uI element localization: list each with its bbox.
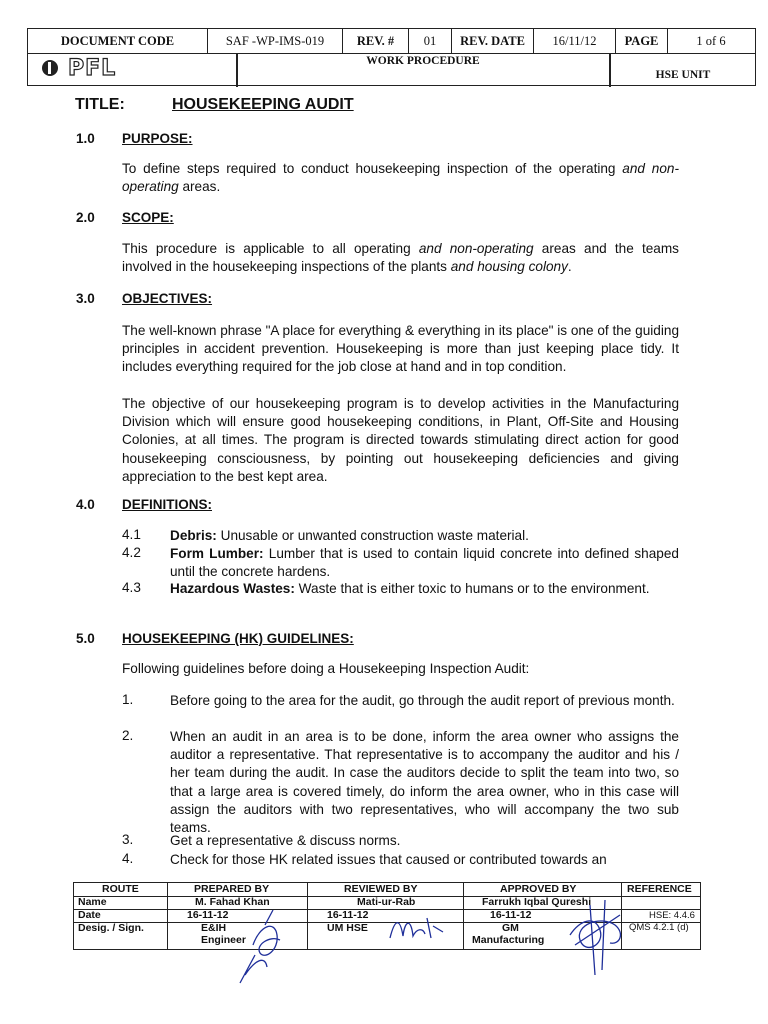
desig-label: Desig. / Sign. — [78, 922, 144, 934]
reviewed-desig: UM HSE — [327, 922, 368, 934]
header-row — [28, 29, 755, 54]
reference-1: HSE: 4.4.6 — [649, 910, 695, 921]
rev-label: REV. # — [343, 29, 409, 53]
list-item-number: 3. — [122, 832, 134, 847]
approved-date: 16-11-12 — [490, 909, 532, 921]
definition-number: 4.2 — [122, 545, 141, 560]
section-heading-purpose: PURPOSE: — [122, 131, 193, 146]
prepared-name: M. Fahad Khan — [195, 896, 270, 908]
section-heading-guidelines: HOUSEKEEPING (HK) GUIDELINES: — [122, 631, 354, 646]
scope-paragraph: This procedure is applicable to all operating and non-operating areas and the teams involved in the housekeeping inspections of the plants and housing colony. — [122, 241, 679, 275]
section-number: 5.0 — [76, 631, 95, 646]
section-heading-scope: SCOPE: — [122, 210, 174, 225]
document-header — [27, 28, 756, 86]
approved-desig: GM — [502, 922, 519, 934]
prepared-date: 16-11-12 — [187, 909, 229, 921]
reviewed-name: Mati-ur-Rab — [357, 896, 416, 908]
section-heading-objectives: OBJECTIVES: — [122, 291, 213, 306]
approved-by-header: APPROVED BY — [500, 883, 577, 895]
approved-signature — [560, 885, 640, 985]
date-label: Date — [78, 909, 101, 921]
guidelines-intro: Following guidelines before doing a Housekeeping Inspection Audit: — [122, 661, 530, 676]
section-heading-definitions: DEFINITIONS: — [122, 497, 212, 512]
reference-header: REFERENCE — [627, 883, 692, 895]
unit-name: HSE UNIT — [655, 69, 711, 81]
list-item-number: 4. — [122, 851, 134, 866]
rev-date-label: REV. DATE — [452, 29, 534, 53]
prepared-desig: E&IH — [201, 922, 227, 934]
document-code-label: DOCUMENT CODE — [28, 29, 208, 53]
prepared-signature — [225, 905, 305, 985]
approved-name: Farrukh Iqbal Qureshi — [482, 896, 592, 908]
title-label: TITLE: — [75, 96, 125, 113]
definition-number: 4.1 — [122, 527, 141, 542]
reference-2: QMS 4.2.1 (d) — [629, 922, 689, 933]
section-number: 3.0 — [76, 291, 95, 306]
approved-desig-2: Manufacturing — [472, 934, 545, 946]
page-label: PAGE — [616, 29, 668, 53]
objectives-paragraph-1: The well-known phrase "A place for everything & everything in its place" is one of the guiding principles in accident prevention. Housekeeping is more than just keeping place tidy. It includes everything required for the job close at hand and in top condition. — [122, 323, 679, 375]
list-item: Check for those HK related issues that caused or contributed towards an — [170, 852, 607, 867]
document-title: HOUSEKEEPING AUDIT — [172, 96, 354, 113]
list-item-number: 2. — [122, 728, 134, 743]
objectives-paragraph-2: The objective of our housekeeping program is to develop activities in the Manufacturing Division which will ensure good housekeeping conditions, in Plant, Off-Site and Housing Colonies, at all times. The program is directed towards stimulating direct action for good housekeeping consciousness, by pointing out housekeeping deficiencies and giving appreciation to the best kept area. — [122, 396, 679, 484]
page-value: 1 of 6 — [696, 34, 726, 48]
document-code-value: SAF -WP-IMS-019 — [208, 29, 343, 53]
list-item: When an audit in an area is to be done, inform the area owner who assigns the auditor a representative. That representative is to accompany the auditor and his / her team during the audit. In case the auditors decide to split the team into two, so that a large area is covered timely, do inform the area owner, who in this case will assign the auditors with two representatives, who will accompany the two sub teams. — [170, 729, 679, 836]
purpose-paragraph: To define steps required to conduct housekeeping inspection of the operating and non-operating areas. — [122, 161, 679, 195]
rev-date-value: 16/11/12 — [534, 29, 616, 53]
section-number: 1.0 — [76, 131, 95, 146]
list-item-number: 1. — [122, 692, 134, 707]
section-number: 2.0 — [76, 210, 95, 225]
section-number: 4.0 — [76, 497, 95, 512]
reviewed-date: 16-11-12 — [327, 909, 369, 921]
prepared-desig-2: Engineer — [201, 934, 246, 946]
route-header: ROUTE — [102, 883, 139, 895]
company-logo-icon — [42, 60, 58, 76]
company-logo: PFL — [68, 56, 117, 81]
definition-item: Form Lumber: Lumber that is used to contain liquid concrete into defined shaped until the concrete hardens. — [170, 546, 679, 579]
document-type: WORK PROCEDURE — [366, 55, 480, 67]
rev-value: 01 — [409, 29, 452, 53]
list-item: Get a representative & discuss norms. — [170, 833, 401, 848]
name-label: Name — [78, 896, 107, 908]
list-item: Before going to the area for the audit, go through the audit report of previous month. — [170, 693, 675, 708]
prepared-by-header: PREPARED BY — [194, 883, 270, 895]
definition-item: Debris: Unusable or unwanted construction waste material. — [170, 528, 529, 543]
definition-item: Hazardous Wastes: Waste that is either toxic to humans or to the environment. — [170, 581, 650, 596]
reviewed-signature — [385, 908, 445, 948]
reviewed-by-header: REVIEWED BY — [344, 883, 418, 895]
definition-number: 4.3 — [122, 580, 141, 595]
